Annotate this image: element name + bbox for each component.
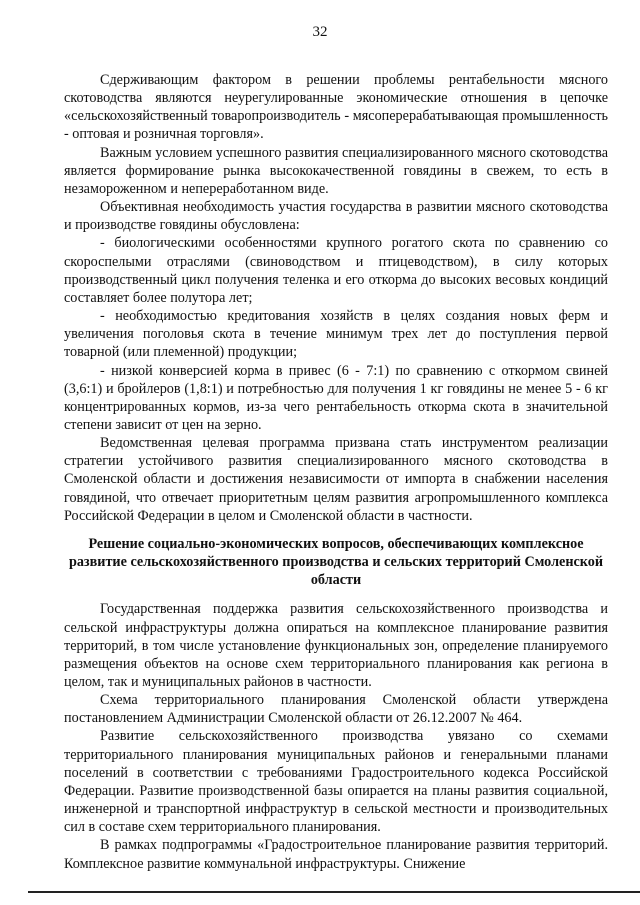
paragraph: Ведомственная целевая программа призвана стать инструментом реализации стратегии устойчивого развития специализированного мясного скотоводства в Смоленской области и достижения независимости от импорта в снабжении населения говядиной, что отвечает приоритетным целям развития агропромышленного комплекса Российской Федерации в целом и Смоленской области в частности. (64, 435, 608, 524)
footer-rule (28, 891, 640, 893)
paragraph: Схема территориального планирования Смоленской области утверждена постановлением Администрации Смоленской области от 26.12.2007 № 464. (64, 692, 608, 727)
list-item: - биологическими особенностями крупного рогатого скота по сравнению со скороспелыми отраслями (свиноводством и птицеводством), в силу которых производственный цикл получения теленка и его откорма до высоких весовых кондиций составляет более полутора лет; (64, 235, 608, 306)
paragraph: Важным условием успешного развития специализированного мясного скотоводства является формирование рынка высококачественной говядины в свежем, то есть в незамороженном и непереработанном виде. (64, 144, 608, 197)
page-number: 32 (312, 24, 328, 40)
list-item: - необходимостью кредитования хозяйств в целях создания новых ферм и увеличения поголовья скота в течение минимум трех лет до поступления первой товарной (или племенной) продукции; (64, 308, 608, 361)
paragraph: Государственная поддержка развития сельскохозяйственного производства и сельской инфраструктуры должна опираться на комплексное планирование развития территорий, в том числе установление функциональных зон, определение планируемого размещения объектов на основе схем территориального планирования как региона в целом, так и муниципальных районов в частности. (64, 601, 608, 690)
document-body (64, 71, 608, 873)
paragraph: Развитие сельскохозяйственного производства увязано со схемами территориального планирования муниципальных районов и генеральными планами поселений в соответствии с требованиями Градостроительного кодекса Российской Федерации. Развитие производственной базы опирается на планы развития социальной, инженерной и транспортной инфраструктур в сельской местности и производительных сил в составе схем территориального планирования. (64, 728, 608, 836)
section-heading: Решение социально-экономических вопросов, обеспечивающих комплексное развитие сельскохозяйственного производства и сельских территорий Смоленской области (68, 535, 604, 589)
paragraph: В рамках подпрограммы «Градостроительное планирование развития территорий. Комплексное развитие коммунальной инфраструктуры. Снижение (64, 837, 608, 872)
paragraph: Объективная необходимость участия государства в развитии мясного скотоводства и производстве говядины обусловлена: (64, 199, 608, 234)
list-item: - низкой конверсией корма в привес (6 - 7:1) по сравнению с откормом свиней (3,6:1) и бройлеров (1,8:1) и потребностью для получения 1 кг говядины не менее 5 - 6 кг концентрированных кормов, из-за чего рентабельность откорма скота в значительной степени зависит от цен на зерно. (64, 362, 608, 433)
paragraph: Сдерживающим фактором в решении проблемы рентабельности мясного скотоводства являются неурегулированные экономические отношения в цепочке «сельскохозяйственный товаропроизводитель - мясоперерабатывающая промышленность - оптовая и розничная торговля». (64, 72, 608, 143)
